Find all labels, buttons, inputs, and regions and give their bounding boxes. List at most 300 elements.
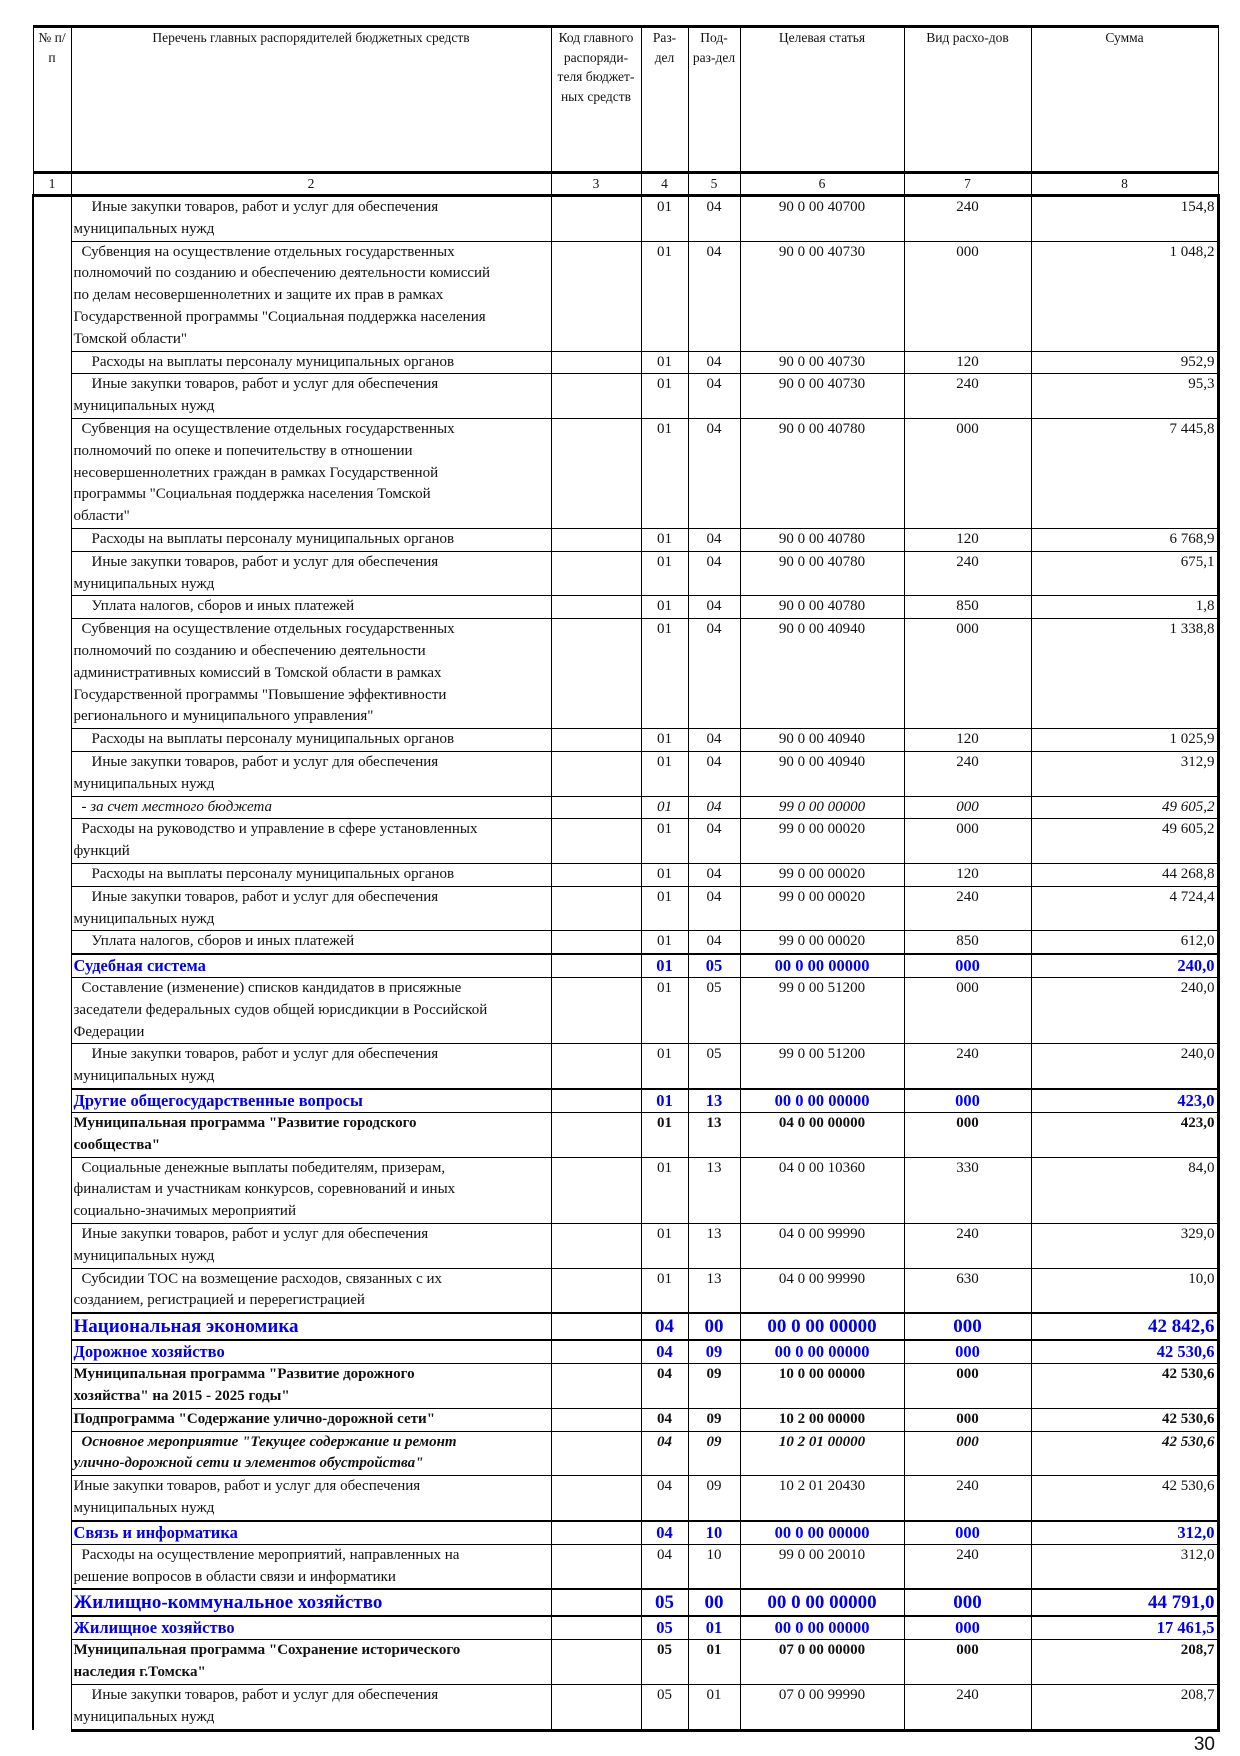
target-item-cell: 90 0 00 40780	[740, 528, 904, 551]
table-row	[33, 1589, 1218, 1616]
amount-cell: 44 268,8	[1031, 863, 1218, 886]
column-number: 3	[551, 173, 641, 196]
amount-cell: 95,3	[1031, 374, 1218, 419]
amount-cell: 17 461,5	[1031, 1616, 1218, 1640]
section-cell: 01	[641, 1157, 688, 1223]
section-cell: 04	[641, 1431, 688, 1476]
target-item-cell: 99 0 00 00000	[740, 796, 904, 819]
target-item-cell: 99 0 00 51200	[740, 1044, 904, 1089]
code-cell	[551, 1313, 641, 1340]
name-cell: Расходы на выплаты персоналу муниципальных органов	[71, 863, 551, 886]
column-number: 1	[33, 173, 71, 196]
name-cell: Связь и информатика	[71, 1521, 551, 1545]
header-target-item: Целевая статья	[740, 27, 904, 173]
target-item-cell: 90 0 00 40940	[740, 619, 904, 729]
name-cell: Национальная экономика	[71, 1313, 551, 1340]
section-cell: 04	[641, 1364, 688, 1409]
number-cell	[33, 1589, 71, 1616]
expense-type-cell: 000	[904, 1408, 1031, 1431]
expense-type-cell: 000	[904, 1089, 1031, 1113]
expense-type-cell: 240	[904, 551, 1031, 596]
table-row	[33, 1408, 1218, 1431]
table-row	[33, 1268, 1218, 1313]
section-cell: 04	[641, 1313, 688, 1340]
name-cell: Муниципальная программа "Развитие городского сообщества"	[71, 1113, 551, 1158]
code-cell	[551, 1431, 641, 1476]
table-row	[33, 1544, 1218, 1589]
subsection-cell: 09	[688, 1364, 740, 1409]
expense-type-cell: 000	[904, 796, 1031, 819]
code-cell	[551, 1089, 641, 1113]
target-item-cell: 99 0 00 00020	[740, 886, 904, 931]
amount-cell: 84,0	[1031, 1157, 1218, 1223]
name-cell: Иные закупки товаров, работ и услуг для обеспечения муниципальных нужд	[71, 1476, 551, 1521]
table-row	[33, 619, 1218, 729]
number-cell	[33, 954, 71, 978]
subsection-cell: 04	[688, 819, 740, 864]
amount-cell: 42 530,6	[1031, 1364, 1218, 1409]
code-cell	[551, 751, 641, 796]
target-item-cell: 99 0 00 20010	[740, 1544, 904, 1589]
name-cell: Субвенция на осуществление отдельных государственных полномочий по созданию и обеспечению деятельности комиссий по делам несовершеннолетних и защите их прав в рамках Государственной программы "Социальная поддержка населения Томской области"	[71, 241, 551, 351]
number-cell	[33, 1476, 71, 1521]
amount-cell: 240,0	[1031, 954, 1218, 978]
target-item-cell: 99 0 00 00020	[740, 819, 904, 864]
expense-type-cell: 120	[904, 863, 1031, 886]
code-cell	[551, 1364, 641, 1409]
expense-type-cell: 000	[904, 978, 1031, 1044]
amount-cell: 312,0	[1031, 1544, 1218, 1589]
number-cell	[33, 1640, 71, 1685]
target-item-cell: 00 0 00 00000	[740, 1313, 904, 1340]
name-cell: Иные закупки товаров, работ и услуг для обеспечения муниципальных нужд	[71, 751, 551, 796]
target-item-cell: 90 0 00 40730	[740, 241, 904, 351]
amount-cell: 42 530,6	[1031, 1431, 1218, 1476]
table-row	[33, 1364, 1218, 1409]
section-cell: 01	[641, 619, 688, 729]
column-number: 4	[641, 173, 688, 196]
expense-type-cell: 120	[904, 351, 1031, 374]
number-cell	[33, 1157, 71, 1223]
name-cell: Жилищное хозяйство	[71, 1616, 551, 1640]
expense-type-cell: 120	[904, 729, 1031, 752]
name-cell: Иные закупки товаров, работ и услуг для обеспечения муниципальных нужд	[71, 1685, 551, 1731]
subsection-cell: 01	[688, 1640, 740, 1685]
subsection-cell: 04	[688, 751, 740, 796]
amount-cell: 675,1	[1031, 551, 1218, 596]
name-cell: Подпрограмма "Содержание улично-дорожной сети"	[71, 1408, 551, 1431]
number-cell	[33, 1224, 71, 1269]
section-cell: 01	[641, 551, 688, 596]
table-row	[33, 1113, 1218, 1158]
section-cell: 01	[641, 819, 688, 864]
section-cell: 01	[641, 1268, 688, 1313]
target-item-cell: 90 0 00 40730	[740, 374, 904, 419]
code-cell	[551, 1408, 641, 1431]
subsection-cell: 04	[688, 596, 740, 619]
table-row	[33, 241, 1218, 351]
table-row	[33, 978, 1218, 1044]
subsection-cell: 05	[688, 1044, 740, 1089]
expense-type-cell: 240	[904, 751, 1031, 796]
target-item-cell: 00 0 00 00000	[740, 1340, 904, 1364]
subsection-cell: 13	[688, 1268, 740, 1313]
amount-cell: 312,9	[1031, 751, 1218, 796]
code-cell	[551, 796, 641, 819]
code-cell	[551, 1544, 641, 1589]
code-cell	[551, 819, 641, 864]
code-cell	[551, 1616, 641, 1640]
target-item-cell: 00 0 00 00000	[740, 1521, 904, 1545]
code-cell	[551, 351, 641, 374]
target-item-cell: 04 0 00 99990	[740, 1224, 904, 1269]
name-cell: Жилищно-коммунальное хозяйство	[71, 1589, 551, 1616]
expense-type-cell: 000	[904, 1313, 1031, 1340]
table-row	[33, 551, 1218, 596]
column-number: 2	[71, 173, 551, 196]
number-cell	[33, 196, 71, 242]
name-cell: Расходы на выплаты персоналу муниципальных органов	[71, 729, 551, 752]
subsection-cell: 04	[688, 931, 740, 954]
expense-type-cell: 000	[904, 1364, 1031, 1409]
name-cell: Иные закупки товаров, работ и услуг для обеспечения муниципальных нужд	[71, 886, 551, 931]
subsection-cell: 09	[688, 1340, 740, 1364]
name-cell: Составление (изменение) списков кандидатов в присяжные заседатели федеральных судов общей юрисдикции в Российской Федерации	[71, 978, 551, 1044]
budget-table	[32, 25, 1220, 1732]
number-cell	[33, 978, 71, 1044]
section-cell: 01	[641, 351, 688, 374]
target-item-cell: 90 0 00 40780	[740, 551, 904, 596]
code-cell	[551, 886, 641, 931]
number-cell	[33, 551, 71, 596]
number-cell	[33, 1616, 71, 1640]
subsection-cell: 04	[688, 241, 740, 351]
table-row	[33, 1313, 1218, 1340]
number-cell	[33, 1408, 71, 1431]
section-cell: 01	[641, 796, 688, 819]
section-cell: 05	[641, 1685, 688, 1731]
target-item-cell: 99 0 00 00020	[740, 863, 904, 886]
expense-type-cell: 240	[904, 1544, 1031, 1589]
target-item-cell: 90 0 00 40940	[740, 751, 904, 796]
table-row	[33, 1340, 1218, 1364]
subsection-cell: 13	[688, 1224, 740, 1269]
name-cell: Уплата налогов, сборов и иных платежей	[71, 596, 551, 619]
section-cell: 01	[641, 1113, 688, 1158]
section-cell: 04	[641, 1544, 688, 1589]
page-number: 30	[1193, 1733, 1215, 1755]
amount-cell: 42 530,6	[1031, 1476, 1218, 1521]
code-cell	[551, 551, 641, 596]
section-cell: 05	[641, 1616, 688, 1640]
amount-cell: 329,0	[1031, 1224, 1218, 1269]
name-cell: Субвенция на осуществление отдельных государственных полномочий по опеке и попечительству в отношении несовершеннолетних граждан в рамках Государственной программы "Социальная поддержка населения Томской области"	[71, 418, 551, 528]
subsection-cell: 09	[688, 1476, 740, 1521]
number-cell	[33, 863, 71, 886]
table-row	[33, 1089, 1218, 1113]
target-item-cell: 00 0 00 00000	[740, 1089, 904, 1113]
table-row	[33, 418, 1218, 528]
expense-type-cell: 240	[904, 886, 1031, 931]
target-item-cell: 07 0 00 99990	[740, 1685, 904, 1731]
table-row	[33, 819, 1218, 864]
expense-type-cell: 240	[904, 196, 1031, 242]
name-cell: Расходы на выплаты персоналу муниципальных органов	[71, 528, 551, 551]
target-item-cell: 90 0 00 40700	[740, 196, 904, 242]
section-cell: 01	[641, 729, 688, 752]
code-cell	[551, 528, 641, 551]
expense-type-cell: 000	[904, 619, 1031, 729]
subsection-cell: 05	[688, 978, 740, 1044]
expense-type-cell: 240	[904, 374, 1031, 419]
target-item-cell: 90 0 00 40730	[740, 351, 904, 374]
section-cell: 01	[641, 418, 688, 528]
number-cell	[33, 418, 71, 528]
amount-cell: 42 530,6	[1031, 1340, 1218, 1364]
code-cell	[551, 729, 641, 752]
target-item-cell: 99 0 00 00020	[740, 931, 904, 954]
name-cell: Иные закупки товаров, работ и услуг для обеспечения муниципальных нужд	[71, 551, 551, 596]
name-cell: Расходы на осуществление мероприятий, направленных на решение вопросов в области связи и информатики	[71, 1544, 551, 1589]
table-row	[33, 796, 1218, 819]
number-cell	[33, 819, 71, 864]
expense-type-cell: 630	[904, 1268, 1031, 1313]
subsection-cell: 04	[688, 863, 740, 886]
number-cell	[33, 374, 71, 419]
section-cell: 05	[641, 1640, 688, 1685]
target-item-cell: 07 0 00 00000	[740, 1640, 904, 1685]
name-cell: Иные закупки товаров, работ и услуг для обеспечения муниципальных нужд	[71, 1044, 551, 1089]
amount-cell: 44 791,0	[1031, 1589, 1218, 1616]
subsection-cell: 09	[688, 1431, 740, 1476]
target-item-cell: 99 0 00 51200	[740, 978, 904, 1044]
table-row	[33, 196, 1218, 242]
expense-type-cell: 240	[904, 1044, 1031, 1089]
number-cell	[33, 1340, 71, 1364]
table-row	[33, 1685, 1218, 1731]
name-cell: Субсидии ТОС на возмещение расходов, связанных с их созданием, регистрацией и перерегистрацией	[71, 1268, 551, 1313]
section-cell: 01	[641, 1044, 688, 1089]
name-cell: Субвенция на осуществление отдельных государственных полномочий по созданию и обеспечению деятельности административных комиссий в Томской области в рамках Государственной программы "Повышение эффективности регионального и муниципального управления"	[71, 619, 551, 729]
number-cell	[33, 1044, 71, 1089]
number-cell	[33, 241, 71, 351]
amount-cell: 42 530,6	[1031, 1408, 1218, 1431]
expense-type-cell: 000	[904, 241, 1031, 351]
expense-type-cell: 000	[904, 1521, 1031, 1545]
table-row	[33, 1640, 1218, 1685]
number-cell	[33, 1544, 71, 1589]
name-cell: Расходы на выплаты персоналу муниципальных органов	[71, 351, 551, 374]
subsection-cell: 10	[688, 1544, 740, 1589]
code-cell	[551, 619, 641, 729]
table-row	[33, 1431, 1218, 1476]
expense-type-cell: 240	[904, 1685, 1031, 1731]
column-number: 5	[688, 173, 740, 196]
code-cell	[551, 1685, 641, 1731]
table-row	[33, 1224, 1218, 1269]
section-cell: 01	[641, 886, 688, 931]
table-row	[33, 374, 1218, 419]
subsection-cell: 09	[688, 1408, 740, 1431]
expense-type-cell: 000	[904, 1340, 1031, 1364]
number-cell	[33, 528, 71, 551]
table-row	[33, 1044, 1218, 1089]
expense-type-cell: 000	[904, 1616, 1031, 1640]
amount-cell: 312,0	[1031, 1521, 1218, 1545]
code-cell	[551, 1113, 641, 1158]
table-row	[33, 729, 1218, 752]
number-cell	[33, 1313, 71, 1340]
expense-type-cell: 120	[904, 528, 1031, 551]
header-code: Код главного распоряди-теля бюджет-ных средств	[551, 27, 641, 173]
code-cell	[551, 596, 641, 619]
amount-cell: 423,0	[1031, 1089, 1218, 1113]
target-item-cell: 10 0 00 00000	[740, 1364, 904, 1409]
amount-cell: 612,0	[1031, 931, 1218, 954]
expense-type-cell: 000	[904, 1589, 1031, 1616]
amount-cell: 154,8	[1031, 196, 1218, 242]
amount-cell: 10,0	[1031, 1268, 1218, 1313]
number-cell	[33, 1113, 71, 1158]
target-item-cell: 90 0 00 40940	[740, 729, 904, 752]
number-cell	[33, 1521, 71, 1545]
name-cell: Дорожное хозяйство	[71, 1340, 551, 1364]
code-cell	[551, 1224, 641, 1269]
table-row	[33, 1616, 1218, 1640]
header-number: № п/п	[33, 27, 71, 173]
section-cell: 01	[641, 954, 688, 978]
name-cell: Другие общегосударственные вопросы	[71, 1089, 551, 1113]
target-item-cell: 00 0 00 00000	[740, 1589, 904, 1616]
section-cell: 01	[641, 931, 688, 954]
section-cell: 01	[641, 241, 688, 351]
amount-cell: 1 025,9	[1031, 729, 1218, 752]
name-cell: Расходы на руководство и управление в сфере установленных функций	[71, 819, 551, 864]
code-cell	[551, 1589, 641, 1616]
header-section: Раз-дел	[641, 27, 688, 173]
section-cell: 01	[641, 1089, 688, 1113]
column-number-row	[33, 173, 1218, 196]
amount-cell: 1 338,8	[1031, 619, 1218, 729]
name-cell: Судебная система	[71, 954, 551, 978]
expense-type-cell: 000	[904, 1113, 1031, 1158]
subsection-cell: 00	[688, 1313, 740, 1340]
code-cell	[551, 1521, 641, 1545]
amount-cell: 240,0	[1031, 978, 1218, 1044]
subsection-cell: 13	[688, 1089, 740, 1113]
column-number: 6	[740, 173, 904, 196]
header-amount: Сумма	[1031, 27, 1218, 173]
section-cell: 04	[641, 1521, 688, 1545]
number-cell	[33, 1268, 71, 1313]
subsection-cell: 04	[688, 374, 740, 419]
number-cell	[33, 1364, 71, 1409]
amount-cell: 49 605,2	[1031, 819, 1218, 864]
subsection-cell: 01	[688, 1616, 740, 1640]
table-row	[33, 751, 1218, 796]
table-row	[33, 1476, 1218, 1521]
expense-type-cell: 000	[904, 819, 1031, 864]
expense-type-cell: 000	[904, 1640, 1031, 1685]
number-cell	[33, 351, 71, 374]
table-header-row	[33, 27, 1218, 173]
expense-type-cell: 240	[904, 1224, 1031, 1269]
target-item-cell: 04 0 00 00000	[740, 1113, 904, 1158]
code-cell	[551, 1476, 641, 1521]
table-row	[33, 528, 1218, 551]
column-number: 7	[904, 173, 1031, 196]
target-item-cell: 00 0 00 00000	[740, 954, 904, 978]
section-cell: 04	[641, 1340, 688, 1364]
section-cell: 05	[641, 1589, 688, 1616]
subsection-cell: 01	[688, 1685, 740, 1731]
amount-cell: 42 842,6	[1031, 1313, 1218, 1340]
section-cell: 04	[641, 1408, 688, 1431]
section-cell: 01	[641, 751, 688, 796]
number-cell	[33, 1431, 71, 1476]
target-item-cell: 10 2 01 20430	[740, 1476, 904, 1521]
subsection-cell: 13	[688, 1113, 740, 1158]
subsection-cell: 04	[688, 886, 740, 931]
number-cell	[33, 886, 71, 931]
subsection-cell: 04	[688, 528, 740, 551]
name-cell: Муниципальная программа "Развитие дорожного хозяйства" на 2015 - 2025 годы"	[71, 1364, 551, 1409]
target-item-cell: 90 0 00 40780	[740, 596, 904, 619]
table-body	[33, 196, 1218, 1731]
code-cell	[551, 374, 641, 419]
expense-type-cell: 240	[904, 1476, 1031, 1521]
section-cell: 01	[641, 196, 688, 242]
number-cell	[33, 619, 71, 729]
code-cell	[551, 954, 641, 978]
code-cell	[551, 1268, 641, 1313]
amount-cell: 240,0	[1031, 1044, 1218, 1089]
subsection-cell: 04	[688, 619, 740, 729]
section-cell: 04	[641, 1476, 688, 1521]
name-cell: Иные закупки товаров, работ и услуг для обеспечения муниципальных нужд	[71, 374, 551, 419]
section-cell: 01	[641, 863, 688, 886]
amount-cell: 952,9	[1031, 351, 1218, 374]
name-cell: Социальные денежные выплаты победителям, призерам, финалистам и участникам конкурсов, соревнований и иных социально-значимых мероприятий	[71, 1157, 551, 1223]
code-cell	[551, 1044, 641, 1089]
amount-cell: 7 445,8	[1031, 418, 1218, 528]
target-item-cell: 10 2 01 00000	[740, 1431, 904, 1476]
code-cell	[551, 863, 641, 886]
number-cell	[33, 751, 71, 796]
table-row	[33, 954, 1218, 978]
amount-cell: 1,8	[1031, 596, 1218, 619]
name-cell: Уплата налогов, сборов и иных платежей	[71, 931, 551, 954]
number-cell	[33, 1089, 71, 1113]
amount-cell: 208,7	[1031, 1640, 1218, 1685]
subsection-cell: 04	[688, 729, 740, 752]
amount-cell: 6 768,9	[1031, 528, 1218, 551]
amount-cell: 423,0	[1031, 1113, 1218, 1158]
number-cell	[33, 729, 71, 752]
expense-type-cell: 850	[904, 931, 1031, 954]
amount-cell: 4 724,4	[1031, 886, 1218, 931]
subsection-cell: 04	[688, 418, 740, 528]
expense-type-cell: 000	[904, 1431, 1031, 1476]
section-cell: 01	[641, 528, 688, 551]
subsection-cell: 04	[688, 796, 740, 819]
table-row	[33, 931, 1218, 954]
header-name: Перечень главных распорядителей бюджетных средств	[71, 27, 551, 173]
amount-cell: 49 605,2	[1031, 796, 1218, 819]
target-item-cell: 00 0 00 00000	[740, 1616, 904, 1640]
table-row	[33, 596, 1218, 619]
code-cell	[551, 241, 641, 351]
